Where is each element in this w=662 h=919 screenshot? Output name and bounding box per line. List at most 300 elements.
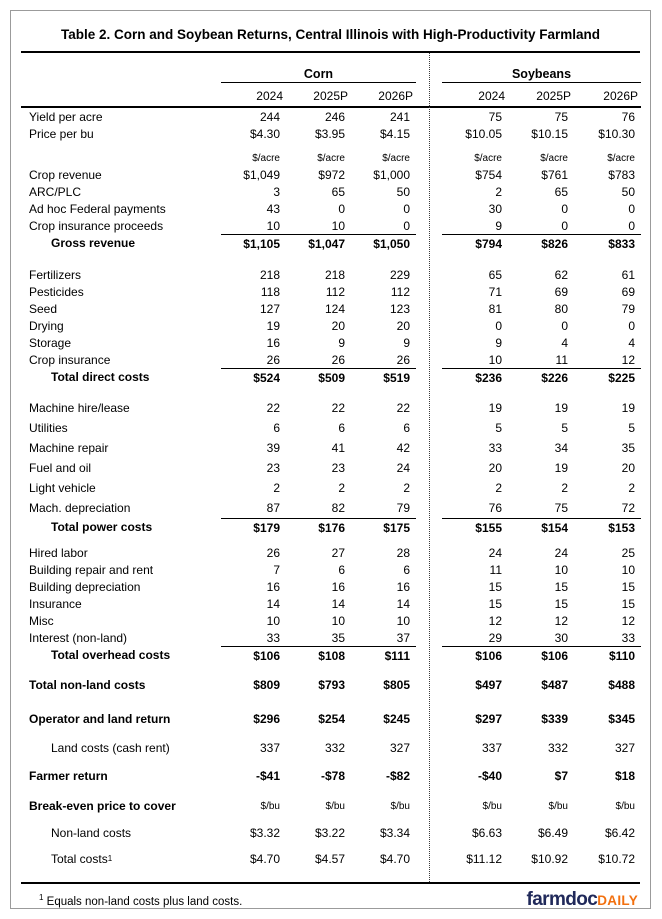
cell-corn-2026p: 50 xyxy=(396,184,410,199)
cell-corn-2024: 10 xyxy=(266,218,280,233)
cell-soy-2025p: 62 xyxy=(554,267,568,282)
row-total-direct-costs xyxy=(21,368,641,386)
row-light-vehicle xyxy=(21,478,641,498)
cell-soy-2025p: 332 xyxy=(547,741,568,755)
cell-corn-2025p: 16 xyxy=(331,579,345,594)
cell-soy-2025p: $7 xyxy=(554,769,568,783)
row-label: Operator and land return xyxy=(29,712,171,726)
row-label: Building repair and rent xyxy=(29,562,154,577)
row-price-per-bu xyxy=(21,125,641,142)
row-arc-plc xyxy=(21,183,641,200)
row-break-even-price-to-cover xyxy=(21,797,641,815)
cell-soy-2024: 9 xyxy=(495,218,502,233)
table-frame xyxy=(10,10,651,909)
cell-soy-2024: 20 xyxy=(488,461,502,475)
row-seed xyxy=(21,300,641,317)
cell-corn-2025p: 27 xyxy=(331,545,345,560)
year-soy-2024: 2024 xyxy=(478,89,505,103)
year-header-spacer xyxy=(21,83,221,106)
cell-corn-2025p: 23 xyxy=(331,461,345,475)
cell-corn-2025p: $108 xyxy=(286,646,351,664)
table-wrap xyxy=(21,53,641,882)
cell-corn-2025p: $3.95 xyxy=(314,126,345,141)
row-label: Total non-land costs xyxy=(29,678,146,692)
cell-corn-2024: 33 xyxy=(266,630,280,645)
row-total-power-costs xyxy=(21,518,641,536)
cell-soy-2026p: 72 xyxy=(621,501,635,515)
cell-soy-2026p: 0 xyxy=(628,201,635,216)
cell-corn-2025p: 6 xyxy=(338,421,345,435)
cell-soy-2026p: $10.72 xyxy=(598,852,635,866)
row-label: Mach. depreciation xyxy=(29,501,131,515)
cell-soy-2025p: 15 xyxy=(554,579,568,594)
row-label: Hired labor xyxy=(29,545,88,560)
group-header-soybeans: Soybeans xyxy=(442,67,641,83)
cell-corn-2024: $3.32 xyxy=(249,826,280,840)
spacer-row xyxy=(21,664,641,676)
cell-corn-2025p: 332 xyxy=(324,741,345,755)
cell-soy-2024: $/bu xyxy=(482,800,502,812)
row-crop-insurance-proceeds xyxy=(21,217,641,234)
cell-corn-2025p: 0 xyxy=(338,201,345,216)
cell-corn-2025p: 20 xyxy=(331,318,345,333)
cell-soy-2024: 33 xyxy=(488,441,502,455)
cell-corn-2024: 118 xyxy=(260,284,280,299)
row-storage xyxy=(21,334,641,351)
cell-corn-2025p: 35 xyxy=(331,630,345,645)
cell-corn-2026p: $/bu xyxy=(390,800,410,812)
cell-corn-2026p: $3.34 xyxy=(379,826,410,840)
cell-soy-2026p: $345 xyxy=(608,712,635,726)
cell-corn-2026p: $519 xyxy=(351,368,416,386)
cell-soy-2026p: 33 xyxy=(621,630,635,645)
cell-corn-2025p: 2 xyxy=(338,481,345,495)
cell-corn-2025p: 124 xyxy=(324,301,345,316)
row-misc xyxy=(21,612,641,629)
cell-corn-2024: $4.70 xyxy=(249,852,280,866)
cell-corn-2026p: $4.70 xyxy=(379,852,410,866)
cell-corn-2024: $1,049 xyxy=(243,167,280,182)
cell-soy-2025p: $10.92 xyxy=(531,852,568,866)
cell-soy-2025p: $/acre xyxy=(540,153,568,164)
row-building-depreciation xyxy=(21,578,641,595)
cell-corn-2026p: 229 xyxy=(389,267,410,282)
year-corn-2026p: 2026P xyxy=(378,89,413,103)
cell-soy-2026p: $6.42 xyxy=(604,826,635,840)
cell-corn-2026p: 123 xyxy=(389,301,410,316)
table-title: Table 2. Corn and Soybean Returns, Central Illinois with High-Productivity Farmland xyxy=(60,27,601,42)
cell-soy-2026p: $833 xyxy=(574,234,641,252)
row-fertilizers xyxy=(21,266,641,283)
cell-soy-2026p: 20 xyxy=(621,461,635,475)
group-divider-line xyxy=(429,53,430,882)
row-label: Interest (non-land) xyxy=(29,630,128,645)
cell-soy-2024: $6.63 xyxy=(471,826,502,840)
cell-soy-2024: 9 xyxy=(495,335,502,350)
row-interest-non-land xyxy=(21,629,641,646)
spacer-row xyxy=(21,757,641,767)
row-crop-revenue xyxy=(21,166,641,183)
farmdoc-daily-logo xyxy=(526,889,638,911)
cell-corn-2024: 26 xyxy=(266,352,280,367)
year-header-row xyxy=(21,83,641,106)
cell-soy-2026p: 79 xyxy=(621,301,635,316)
cell-corn-2024: 43 xyxy=(266,201,280,216)
row-label: Drying xyxy=(29,318,64,333)
row-operator-and-land-return xyxy=(21,710,641,728)
footnote-text: Equals non-land costs plus land costs. xyxy=(43,896,243,908)
cell-soy-2026p: $225 xyxy=(574,368,641,386)
cell-soy-2025p: $6.49 xyxy=(537,826,568,840)
cell-soy-2026p: 15 xyxy=(621,579,635,594)
row-label: Farmer return xyxy=(29,769,108,783)
row-insurance xyxy=(21,595,641,612)
row-label: Price per bu xyxy=(29,126,94,141)
row-label: Crop insurance proceeds xyxy=(29,218,164,233)
cell-corn-2026p: 6 xyxy=(403,562,410,577)
row-label: Total power costs xyxy=(51,520,153,534)
cell-corn-2024: $/bu xyxy=(260,800,280,812)
spacer-row xyxy=(21,536,641,544)
row-label: Gross revenue xyxy=(51,236,136,250)
cell-corn-2026p: $111 xyxy=(351,646,416,664)
logo-daily: DAILY xyxy=(597,893,638,908)
cell-soy-2025p: $10.15 xyxy=(531,126,568,141)
cell-soy-2026p: 2 xyxy=(628,481,635,495)
row-label: Total direct costs xyxy=(51,370,150,384)
row-label: Yield per acre xyxy=(29,109,103,124)
row-land-costs-cash-rent xyxy=(21,739,641,757)
cell-soy-2025p: $826 xyxy=(508,234,574,252)
cell-soy-2024: 12 xyxy=(488,613,502,628)
cell-corn-2024: 127 xyxy=(259,301,280,316)
cell-corn-2026p: $1,050 xyxy=(351,234,416,252)
row-label: Machine hire/lease xyxy=(29,401,130,415)
cell-soy-2024: $/acre xyxy=(474,153,502,164)
cell-corn-2026p: 42 xyxy=(396,441,410,455)
cell-corn-2026p: 327 xyxy=(389,741,410,755)
cell-corn-2025p: $1,047 xyxy=(286,234,351,252)
cell-corn-2026p: 16 xyxy=(396,579,410,594)
cell-corn-2024: $296 xyxy=(253,712,280,726)
cell-corn-2024: 87 xyxy=(266,501,280,515)
row-label: Machine repair xyxy=(29,441,109,455)
row-hired-labor xyxy=(21,544,641,561)
cell-corn-2024: 2 xyxy=(273,481,280,495)
cell-soy-2024: 11 xyxy=(489,562,502,577)
cell-soy-2026p: $783 xyxy=(608,167,635,182)
cell-corn-2026p: 37 xyxy=(396,630,410,645)
spacer-row xyxy=(21,785,641,797)
cell-soy-2025p: 19 xyxy=(554,461,568,475)
cell-soy-2025p: 75 xyxy=(554,109,568,124)
cell-soy-2024: 2 xyxy=(495,184,502,199)
cell-soy-2026p: 15 xyxy=(621,596,635,611)
cell-corn-2025p: 218 xyxy=(324,267,345,282)
cell-soy-2024: 0 xyxy=(495,318,502,333)
cell-soy-2025p: $487 xyxy=(541,678,568,692)
cell-corn-2024: 337 xyxy=(259,741,280,755)
cell-corn-2024: 14 xyxy=(266,596,280,611)
year-corn-2024: 2024 xyxy=(256,89,283,103)
cell-corn-2024: $4.30 xyxy=(249,126,280,141)
cell-corn-2025p: $793 xyxy=(318,678,345,692)
cell-corn-2025p: 9 xyxy=(338,335,345,350)
cell-corn-2024: 23 xyxy=(266,461,280,475)
cell-corn-2025p: 14 xyxy=(331,596,345,611)
cell-soy-2024: 29 xyxy=(488,630,502,645)
cell-soy-2025p: 2 xyxy=(561,481,568,495)
cell-corn-2026p: 26 xyxy=(396,352,410,367)
row-label: Non-land costs xyxy=(51,826,132,840)
cell-corn-2025p: $3.22 xyxy=(314,826,345,840)
cell-soy-2025p: 34 xyxy=(554,441,568,455)
row-label: Ad hoc Federal payments xyxy=(29,201,166,216)
cell-soy-2026p: 35 xyxy=(621,441,635,455)
cell-corn-2024: 6 xyxy=(273,421,280,435)
row-label: Building depreciation xyxy=(29,579,141,594)
cell-corn-2025p: 41 xyxy=(331,441,345,455)
cell-soy-2024: 15 xyxy=(488,579,502,594)
cell-soy-2026p: 10 xyxy=(621,562,635,577)
cell-soy-2024: 2 xyxy=(495,481,502,495)
cell-soy-2024: 65 xyxy=(488,267,502,282)
cell-corn-2025p: $/bu xyxy=(325,800,345,812)
cell-corn-2024: 16 xyxy=(266,579,280,594)
cell-corn-2026p: 22 xyxy=(396,401,410,415)
cell-corn-2024: $524 xyxy=(221,368,286,386)
row-label xyxy=(21,149,221,166)
row-non-land-costs xyxy=(21,824,641,842)
cell-corn-2026p: 2 xyxy=(403,481,410,495)
row-machine-hire-lease xyxy=(21,398,641,418)
cell-soy-2026p: 0 xyxy=(628,218,635,233)
cell-soy-2026p: 327 xyxy=(614,741,635,755)
row-total-overhead-costs xyxy=(21,646,641,664)
row-mach-depreciation xyxy=(21,498,641,518)
cell-soy-2025p: 19 xyxy=(554,401,568,415)
cell-soy-2026p: 12 xyxy=(621,352,635,367)
row-label: Break-even price to cover xyxy=(29,799,176,813)
bottom-rule xyxy=(21,882,640,884)
cell-corn-2026p: 9 xyxy=(403,335,410,350)
cell-soy-2026p: $18 xyxy=(614,769,635,783)
cell-soy-2026p: 25 xyxy=(621,545,635,560)
row-drying xyxy=(21,317,641,334)
spacer-row xyxy=(21,386,641,398)
cell-soy-2024: $106 xyxy=(442,646,508,664)
cell-corn-2025p: $/acre xyxy=(317,153,345,164)
spacer-row xyxy=(21,815,641,824)
cell-corn-2024: 26 xyxy=(266,545,280,560)
cell-soy-2026p: $10.30 xyxy=(598,126,635,141)
cell-corn-2026p: 0 xyxy=(403,218,410,233)
cell-corn-2026p: $4.15 xyxy=(379,126,410,141)
cell-corn-2024: $106 xyxy=(221,646,286,664)
cell-corn-2024: 22 xyxy=(266,401,280,415)
cell-soy-2025p: 80 xyxy=(554,301,568,316)
cell-soy-2025p: 0 xyxy=(561,218,568,233)
cell-corn-2024: 16 xyxy=(266,335,280,350)
row-fuel-and-oil xyxy=(21,458,641,478)
row-label: Insurance xyxy=(29,596,82,611)
row-building-repair-and-rent xyxy=(21,561,641,578)
cell-corn-2025p: 112 xyxy=(325,284,345,299)
row-label: Total costs 1 xyxy=(51,852,113,866)
row-label: Crop insurance xyxy=(29,352,111,367)
cell-corn-2025p: $972 xyxy=(318,167,345,182)
footnote xyxy=(39,893,243,908)
cell-soy-2025p: 10 xyxy=(554,562,568,577)
cell-corn-2026p: 10 xyxy=(396,613,410,628)
cell-soy-2024: 75 xyxy=(488,109,502,124)
row-utilities xyxy=(21,418,641,438)
cell-soy-2025p: 69 xyxy=(554,284,568,299)
cell-corn-2026p: 24 xyxy=(396,461,410,475)
cell-corn-2025p: 22 xyxy=(331,401,345,415)
row-machine-repair xyxy=(21,438,641,458)
row-label: Pesticides xyxy=(29,284,84,299)
cell-corn-2025p: 246 xyxy=(324,109,345,124)
cell-corn-2024: 19 xyxy=(266,318,280,333)
year-soy-2025p: 2025P xyxy=(536,89,571,103)
cell-soy-2026p: $153 xyxy=(574,518,641,536)
table-body xyxy=(21,108,641,868)
row-label: Total overhead costs xyxy=(51,648,171,662)
cell-corn-2026p: 6 xyxy=(403,421,410,435)
cell-soy-2025p: 0 xyxy=(561,318,568,333)
cell-corn-2026p: $175 xyxy=(351,518,416,536)
spacer-row xyxy=(21,694,641,710)
group-header-corn: Corn xyxy=(221,67,416,83)
cell-soy-2025p: $761 xyxy=(541,167,568,182)
cell-soy-2024: $11.12 xyxy=(466,852,502,866)
cell-corn-2026p: 241 xyxy=(389,109,410,124)
footer-row xyxy=(21,889,640,911)
cell-soy-2024: $297 xyxy=(475,712,502,726)
cell-corn-2024: -$41 xyxy=(255,769,280,783)
cell-corn-2026p: 0 xyxy=(403,201,410,216)
cell-soy-2026p: $/bu xyxy=(615,800,635,812)
cell-corn-2026p: $805 xyxy=(383,678,410,692)
cell-soy-2026p: $/acre xyxy=(607,153,635,164)
cell-corn-2025p: 6 xyxy=(338,562,345,577)
cell-soy-2025p: 75 xyxy=(554,501,568,515)
cell-corn-2026p: 79 xyxy=(396,501,410,515)
footnote-superscript: 1 xyxy=(39,893,44,903)
row-total-costs xyxy=(21,850,641,868)
cell-soy-2024: 15 xyxy=(488,596,502,611)
cell-soy-2024: $155 xyxy=(442,518,508,536)
cell-soy-2026p: $488 xyxy=(608,678,635,692)
cell-soy-2024: 337 xyxy=(481,741,502,755)
table-inner xyxy=(11,11,650,911)
row-pesticides xyxy=(21,283,641,300)
cell-soy-2026p: 12 xyxy=(621,613,635,628)
cell-soy-2025p: $106 xyxy=(508,646,574,664)
row-label: Misc xyxy=(29,613,54,628)
row-yield-per-acre xyxy=(21,108,641,125)
cell-soy-2024: 10 xyxy=(488,352,502,367)
cell-corn-2026p: $/acre xyxy=(382,153,410,164)
cell-soy-2025p: $154 xyxy=(508,518,574,536)
spacer-row xyxy=(21,842,641,850)
cell-corn-2026p: $1,000 xyxy=(373,167,410,182)
row-label: Crop revenue xyxy=(29,167,102,182)
cell-corn-2024: 218 xyxy=(259,267,280,282)
cell-corn-2024: 3 xyxy=(273,184,280,199)
cell-corn-2024: $1,105 xyxy=(221,234,286,252)
row-total-non-land-costs xyxy=(21,676,641,694)
cell-soy-2026p: 69 xyxy=(621,284,635,299)
cell-soy-2025p: 5 xyxy=(561,421,568,435)
cell-corn-2024: 39 xyxy=(266,441,280,455)
cell-soy-2026p: 76 xyxy=(621,109,635,124)
spacer-row xyxy=(21,728,641,739)
cell-corn-2025p: 65 xyxy=(331,184,345,199)
cell-corn-2025p: 10 xyxy=(331,613,345,628)
cell-soy-2025p: 11 xyxy=(555,352,568,367)
cell-soy-2025p: $226 xyxy=(508,368,574,386)
row-label: Fertilizers xyxy=(29,267,82,282)
cell-soy-2026p: 61 xyxy=(621,267,635,282)
cell-soy-2024: $236 xyxy=(442,368,508,386)
row-ad-hoc-federal-payments xyxy=(21,200,641,217)
cell-soy-2024: 71 xyxy=(488,284,502,299)
cell-corn-2024: $179 xyxy=(221,518,286,536)
cell-soy-2026p: $110 xyxy=(574,646,641,664)
cell-corn-2025p: $4.57 xyxy=(314,852,345,866)
cell-corn-2025p: 10 xyxy=(331,218,345,233)
cell-corn-2025p: 26 xyxy=(331,352,345,367)
cell-soy-2024: 30 xyxy=(488,201,502,216)
row-label: ARC/PLC xyxy=(29,184,82,199)
cell-soy-2026p: 0 xyxy=(628,318,635,333)
cell-soy-2025p: $/bu xyxy=(548,800,568,812)
cell-soy-2024: $754 xyxy=(475,167,502,182)
cell-soy-2025p: $339 xyxy=(541,712,568,726)
cell-corn-2026p: 20 xyxy=(396,318,410,333)
row-label: Light vehicle xyxy=(29,481,96,495)
cell-soy-2026p: 50 xyxy=(621,184,635,199)
cell-soy-2025p: 4 xyxy=(561,335,568,350)
row-label: Utilities xyxy=(29,421,68,435)
cell-corn-2026p: $245 xyxy=(383,712,410,726)
cell-soy-2026p: 5 xyxy=(628,421,635,435)
cell-soy-2026p: 19 xyxy=(621,401,635,415)
spacer-row xyxy=(21,142,641,149)
row-farmer-return xyxy=(21,767,641,785)
year-corn-2025p: 2025P xyxy=(313,89,348,103)
cell-soy-2026p: 4 xyxy=(628,335,635,350)
group-header-row xyxy=(21,53,641,83)
cell-corn-2026p: 28 xyxy=(396,545,410,560)
cell-soy-2024: $794 xyxy=(442,234,508,252)
cell-soy-2025p: 65 xyxy=(554,184,568,199)
cell-soy-2024: 19 xyxy=(488,401,502,415)
cell-corn-2026p: 14 xyxy=(396,596,410,611)
logo-farmdoc: farmdoc xyxy=(526,889,598,910)
cell-soy-2024: -$40 xyxy=(477,769,502,783)
cell-soy-2025p: 0 xyxy=(561,201,568,216)
cell-soy-2025p: 24 xyxy=(554,545,568,560)
cell-corn-2025p: $254 xyxy=(318,712,345,726)
cell-corn-2025p: -$78 xyxy=(320,769,345,783)
row-crop-insurance xyxy=(21,351,641,368)
row-gross-revenue xyxy=(21,234,641,252)
cell-soy-2024: $10.05 xyxy=(465,126,502,141)
year-soy-2026p: 2026P xyxy=(603,89,638,103)
